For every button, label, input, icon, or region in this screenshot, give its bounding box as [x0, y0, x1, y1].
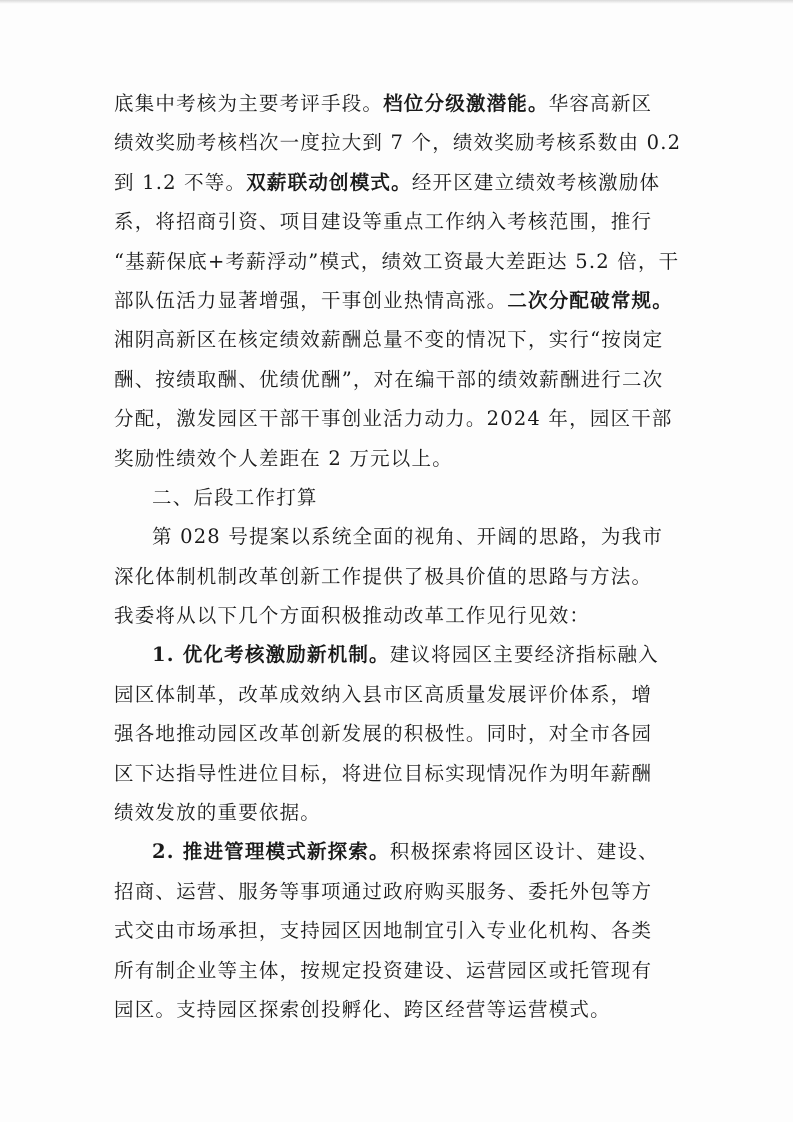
paragraph-line: [114, 793, 700, 832]
paragraph-line: [114, 675, 700, 714]
body-text: 系，将招商引资、项目建设等重点工作纳入考核范围，推行: [114, 210, 653, 234]
document-body: [114, 84, 700, 1029]
body-text: 分配，激发园区干部干事创业活力动力。2024 年，园区干部: [114, 407, 673, 431]
body-text: “基薪保底+考薪浮动”模式，绩效工资最大差距达 5.2 倍，干: [114, 249, 680, 273]
paragraph-line: [114, 399, 700, 438]
body-text: 经开区建立绩效考核激励体: [411, 170, 661, 194]
paragraph-line: [114, 951, 700, 990]
body-text: 积极探索将园区设计、建设、: [389, 840, 659, 864]
body-text: 强各地推动园区改革创新发展的积极性。同时，对全市各园: [114, 722, 653, 746]
paragraph-line: [114, 281, 700, 320]
paragraph-line: [114, 990, 700, 1029]
section-heading: [114, 478, 700, 517]
paragraph-line: [114, 123, 700, 162]
body-text: 华容高新区: [548, 92, 653, 115]
body-text: 建议将园区主要经济指标融入: [389, 643, 659, 667]
body-text: 酬、按绩取酬、优绩优酬”，对在编干部的绩效薪酬进行二次: [114, 367, 664, 391]
paragraph-line: [114, 320, 700, 359]
body-text: 绩效发放的重要依据。: [114, 801, 322, 825]
body-text: 奖励性绩效个人差距在 2 万元以上。: [114, 446, 453, 470]
paragraph-line: [114, 714, 700, 753]
bold-subheading: 双薪联动创模式。: [246, 170, 412, 194]
paragraph-line: [114, 596, 700, 635]
body-text: 底集中考核为主要考评手段。: [114, 92, 384, 115]
paragraph-line: [114, 439, 700, 478]
body-text: 第 028 号提案以系统全面的视角、开阔的思路，为我市: [152, 525, 664, 549]
body-text: 到 1.2 不等。: [114, 170, 247, 194]
section-heading-text: 二、后段工作打算: [152, 485, 318, 509]
paragraph-line: [114, 754, 700, 793]
body-text: 园区体制革，改革成效纳入县市区高质量发展评价体系，增: [114, 682, 653, 706]
paragraph-line: [114, 163, 700, 202]
body-text: 区下达指导性进位目标，将进位目标实现情况作为明年薪酬: [114, 761, 653, 785]
paragraph-line: [114, 84, 700, 123]
scan-top-edge: [0, 0, 793, 4]
body-text: 部队伍活力显著增强，干事创业热情高涨。: [114, 288, 508, 312]
body-text: 我委将从以下几个方面积极推动改革工作见行见效：: [114, 604, 591, 628]
paragraph-line: [114, 872, 700, 911]
bold-subheading: 1. 优化考核激励新机制。: [152, 643, 390, 667]
paragraph-line: [114, 635, 700, 674]
bold-subheading: 档位分级激潜能。: [383, 92, 549, 115]
bold-subheading: 二次分配破常规。: [507, 288, 673, 312]
body-text: 湘阴高新区在核定绩效薪酬总量不变的情况下，实行“按岗定: [114, 328, 664, 352]
paragraph-line: [114, 242, 700, 281]
paragraph-line: [114, 360, 700, 399]
paragraph-line: [114, 557, 700, 596]
body-text: 绩效奖励考核档次一度拉大到 7 个，绩效奖励考核系数由 0.2: [114, 131, 682, 155]
paragraph-line: [114, 517, 700, 556]
paragraph-line: [114, 911, 700, 950]
bold-subheading: 2. 推进管理模式新探索。: [152, 840, 390, 864]
body-text: 式交由市场承担，支持园区因地制宜引入专业化机构、各类: [114, 919, 653, 943]
paragraph-line: [114, 202, 700, 241]
body-text: 园区。支持园区探索创投孵化、跨区经营等运营模式。: [114, 997, 611, 1021]
body-text: 招商、运营、服务等事项通过政府购买服务、委托外包等方: [114, 879, 653, 903]
body-text: 深化体制机制改革创新工作提供了极具价值的思路与方法。: [114, 564, 653, 588]
body-text: 所有制企业等主体，按规定投资建设、运营园区或托管现有: [114, 958, 653, 982]
paragraph-line: [114, 832, 700, 871]
